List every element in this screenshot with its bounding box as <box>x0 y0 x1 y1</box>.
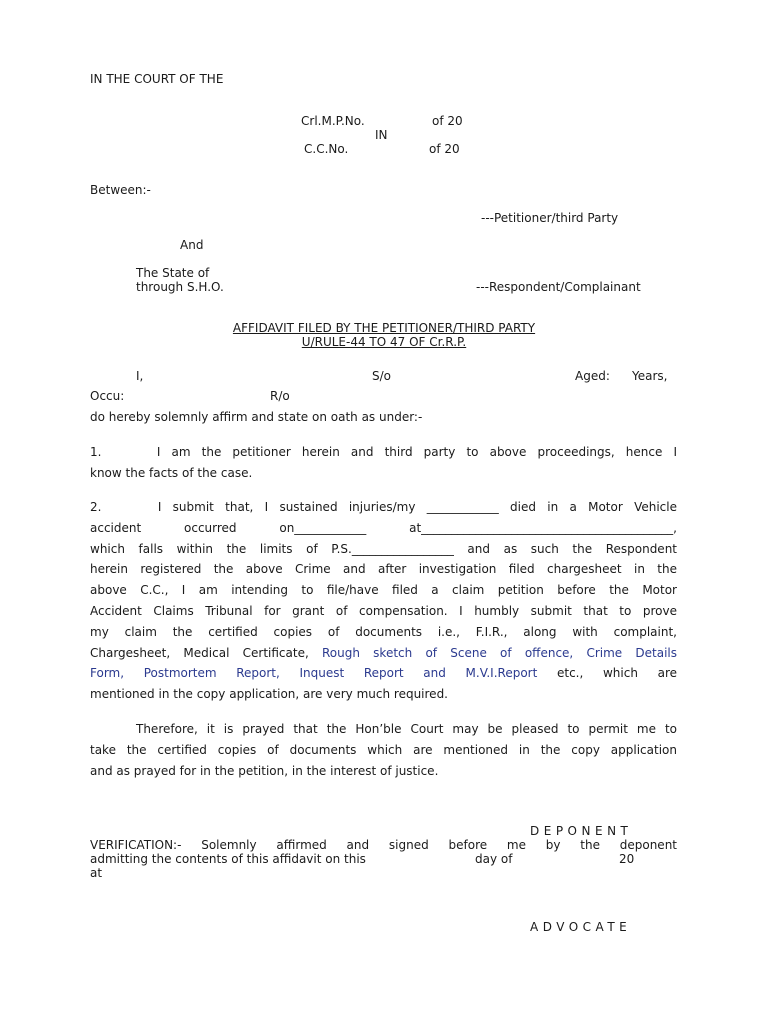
verification-year: 20 <box>619 852 635 866</box>
intro-years: Years, <box>632 369 668 383</box>
affidavit-title: AFFIDAVIT FILED BY THE PETITIONER/THIRD PARTY <box>232 321 536 335</box>
paragraph-2-line: accident occurred on____________ at__________________________________________, <box>90 520 677 535</box>
verification-day-of: day of <box>475 852 513 866</box>
prayer-line: Therefore, it is prayed that the Hon’ble Court may be pleased to permit me to <box>136 722 677 736</box>
petitioner-label: ---Petitioner/third Party <box>481 211 619 225</box>
paragraph-2-line <box>90 663 677 684</box>
verification-line: VERIFICATION:- Solemnly affirmed and signed before me by the deponent <box>90 838 677 852</box>
paragraph-2 <box>90 497 677 705</box>
advocate-label: ADVOCATE <box>530 920 632 934</box>
intro-i: I, <box>136 369 144 383</box>
affidavit-subtitle: U/RULE-44 TO 47 OF Cr.R.P. <box>301 335 467 349</box>
between-label: Between:- <box>90 183 151 197</box>
prayer-line: and as prayed for in the petition, in the interest of justice. <box>90 763 439 778</box>
verification-contents: admitting the contents of this affidavit on this <box>90 852 366 866</box>
through-sho-label: through S.H.O. <box>136 280 224 294</box>
deponent-label: DEPONENT <box>530 824 633 838</box>
cc-year: of 20 <box>429 142 460 156</box>
document-list-link[interactable]: Rough sketch of Scene of offence, Crime Details <box>321 645 677 660</box>
paragraph-1 <box>90 442 677 484</box>
intro-ro: R/o <box>270 389 290 403</box>
paragraph-2-text: Chargesheet, Medical Certificate, <box>90 645 322 660</box>
crl-mp-label: Crl.M.P.No. <box>301 114 365 128</box>
crl-mp-year: of 20 <box>432 114 463 128</box>
state-label: The State of <box>136 266 210 280</box>
intro-aged: Aged: <box>575 369 610 383</box>
document-list-link[interactable]: Form, Postmortem Report, Inquest Report and M.V.I.Report <box>90 666 538 681</box>
paragraph-2-line: which falls within the limits of P.S._________________ and as such the Respondent <box>90 541 677 556</box>
and-label: And <box>180 238 204 252</box>
paragraph-1-line: 1. I am the petitioner herein and third party to above proceedings, hence I <box>90 445 677 459</box>
paragraph-2-line: 2. I submit that, I sustained injuries/my ____________ died in a Motor Vehicle <box>90 500 677 514</box>
paragraph-2-text: etc., which are <box>537 666 678 681</box>
intro-occu: Occu: <box>90 389 125 403</box>
prayer-paragraph <box>90 719 677 781</box>
paragraph-2-line: my claim the certified copies of documents i.e., F.I.R., along with complaint, <box>90 624 677 639</box>
in-label: IN <box>375 128 388 142</box>
paragraph-2-line <box>90 643 677 664</box>
paragraph-2-line: above C.C., I am intending to file/have filed a claim petition before the Motor <box>90 583 677 598</box>
paragraph-2-line: mentioned in the copy application, are very much required. <box>90 687 448 702</box>
prayer-line: take the certified copies of documents which are mentioned in the copy application <box>90 742 677 757</box>
paragraph-2-line: herein registered the above Crime and after investigation filed chargesheet in the <box>90 562 677 577</box>
cc-label: C.C.No. <box>304 142 349 156</box>
intro-affirm: do hereby solemnly affirm and state on oath as under:- <box>90 410 423 424</box>
court-heading: IN THE COURT OF THE <box>90 72 224 86</box>
respondent-label: ---Respondent/Complainant <box>476 280 641 294</box>
intro-so: S/o <box>372 369 392 383</box>
verification-at: at <box>90 866 103 880</box>
paragraph-2-line: Accident Claims Tribunal for grant of compensation. I humbly submit that to prove <box>90 603 677 618</box>
paragraph-1-line: know the facts of the case. <box>90 465 253 480</box>
